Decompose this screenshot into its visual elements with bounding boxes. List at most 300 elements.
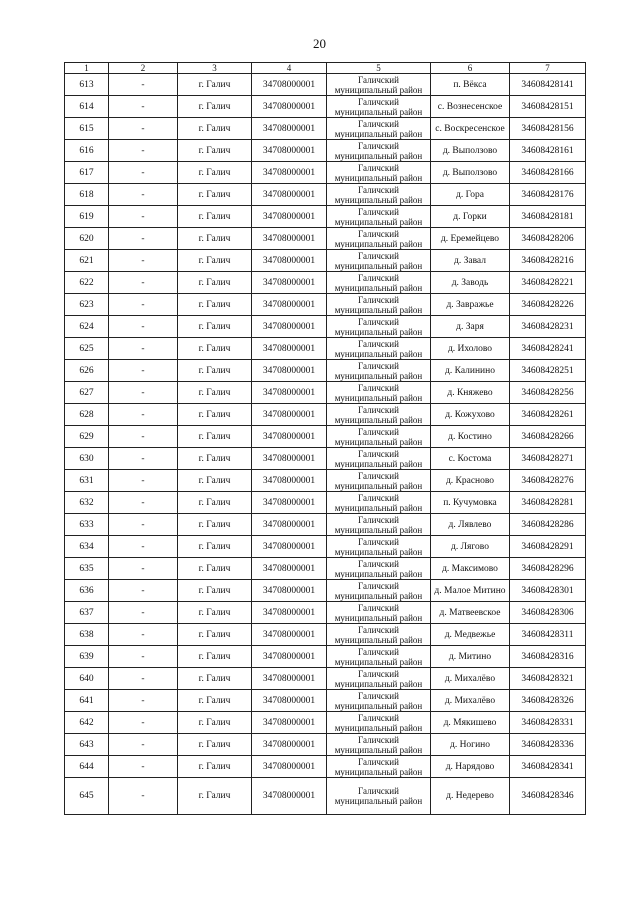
city-cell: г. Галич: [178, 668, 252, 690]
table-row: [65, 96, 586, 118]
code-cell: 34708000001: [252, 668, 327, 690]
code-cell: 34708000001: [252, 382, 327, 404]
oktmo-cell: 34608428221: [510, 272, 586, 294]
code-cell: 34708000001: [252, 74, 327, 96]
district-line-1: Галичский: [358, 624, 399, 635]
code-cell: 34708000001: [252, 162, 327, 184]
city-cell: г. Галич: [178, 778, 252, 815]
district-cell: [327, 514, 431, 536]
settlement-cell: д. Максимово: [431, 558, 510, 580]
city-cell: г. Галич: [178, 338, 252, 360]
dash-cell: -: [109, 734, 178, 756]
city-cell: г. Галич: [178, 602, 252, 624]
district-line-2: муниципальный район: [334, 568, 423, 579]
district-line-1: Галичский: [358, 404, 399, 415]
city-cell: г. Галич: [178, 228, 252, 250]
row-number-cell: 615: [65, 118, 109, 140]
district-line-2: муниципальный район: [334, 260, 423, 271]
oktmo-cell: 34608428296: [510, 558, 586, 580]
code-cell: 34708000001: [252, 96, 327, 118]
table-row: [65, 74, 586, 96]
table-row: [65, 470, 586, 492]
city-cell: г. Галич: [178, 712, 252, 734]
city-cell: г. Галич: [178, 646, 252, 668]
table-row: [65, 778, 586, 815]
district-line-1: Галичский: [358, 558, 399, 569]
column-header-6: 6: [431, 63, 510, 74]
district-cell: [327, 690, 431, 712]
oktmo-cell: 34608428326: [510, 690, 586, 712]
district-cell: [327, 580, 431, 602]
table-row: [65, 558, 586, 580]
district-cell: [327, 756, 431, 778]
oktmo-cell: 34608428301: [510, 580, 586, 602]
district-line-1: Галичский: [358, 734, 399, 745]
oktmo-cell: 34608428336: [510, 734, 586, 756]
oktmo-cell: 34608428331: [510, 712, 586, 734]
district-line-2: муниципальный район: [334, 150, 423, 161]
row-number-cell: 630: [65, 448, 109, 470]
dash-cell: -: [109, 580, 178, 602]
row-number-cell: 613: [65, 74, 109, 96]
table-row: [65, 690, 586, 712]
settlement-cell: д. Гора: [431, 184, 510, 206]
district-line-1: Галичский: [358, 448, 399, 459]
oktmo-cell: 34608428176: [510, 184, 586, 206]
code-cell: 34708000001: [252, 250, 327, 272]
code-cell: 34708000001: [252, 404, 327, 426]
district-line-1: Галичский: [358, 786, 399, 796]
city-cell: г. Галич: [178, 470, 252, 492]
table-row: [65, 514, 586, 536]
oktmo-cell: 34608428161: [510, 140, 586, 162]
district-line-2: муниципальный район: [334, 392, 423, 403]
district-line-2: муниципальный район: [334, 238, 423, 249]
district-cell: [327, 74, 431, 96]
code-cell: 34708000001: [252, 558, 327, 580]
city-cell: г. Галич: [178, 74, 252, 96]
table-row: [65, 228, 586, 250]
code-cell: 34708000001: [252, 294, 327, 316]
dash-cell: -: [109, 756, 178, 778]
dash-cell: -: [109, 206, 178, 228]
district-line-2: муниципальный район: [334, 304, 423, 315]
code-cell: 34708000001: [252, 734, 327, 756]
dash-cell: -: [109, 448, 178, 470]
settlement-cell: д. Завал: [431, 250, 510, 272]
table-row: [65, 206, 586, 228]
settlement-cell: с. Вознесенское: [431, 96, 510, 118]
district-line-2: муниципальный район: [334, 656, 423, 667]
city-cell: г. Галич: [178, 404, 252, 426]
district-line-1: Галичский: [358, 184, 399, 195]
settlement-cell: д. Матвеевское: [431, 602, 510, 624]
district-line-1: Галичский: [358, 96, 399, 107]
district-cell: [327, 250, 431, 272]
dash-cell: -: [109, 602, 178, 624]
district-cell: [327, 316, 431, 338]
table-row: [65, 580, 586, 602]
settlement-cell: п. Вёкса: [431, 74, 510, 96]
code-cell: 34708000001: [252, 646, 327, 668]
row-number-cell: 644: [65, 756, 109, 778]
header-row: [65, 63, 586, 74]
dash-cell: -: [109, 778, 178, 815]
code-cell: 34708000001: [252, 470, 327, 492]
row-number-cell: 634: [65, 536, 109, 558]
settlement-cell: д. Нарядово: [431, 756, 510, 778]
oktmo-cell: 34608428251: [510, 360, 586, 382]
settlement-cell: д. Кожухово: [431, 404, 510, 426]
district-line-2: муниципальный район: [334, 84, 423, 95]
settlement-cell: д. Завражье: [431, 294, 510, 316]
row-number-cell: 640: [65, 668, 109, 690]
district-cell: [327, 426, 431, 448]
settlement-cell: д. Недерево: [431, 778, 510, 815]
dash-cell: -: [109, 250, 178, 272]
row-number-cell: 626: [65, 360, 109, 382]
district-line-2: муниципальный район: [334, 480, 423, 491]
settlement-cell: д. Малое Митино: [431, 580, 510, 602]
district-line-1: Галичский: [358, 514, 399, 525]
code-cell: 34708000001: [252, 756, 327, 778]
table-row: [65, 294, 586, 316]
district-line-2: муниципальный район: [334, 128, 423, 139]
code-cell: 34708000001: [252, 426, 327, 448]
settlement-cell: д. Заводь: [431, 272, 510, 294]
oktmo-cell: 34608428291: [510, 536, 586, 558]
district-line-2: муниципальный район: [334, 722, 423, 733]
district-line-1: Галичский: [358, 228, 399, 239]
table-row: [65, 250, 586, 272]
district-line-2: муниципальный район: [334, 370, 423, 381]
district-cell: [327, 206, 431, 228]
code-cell: 34708000001: [252, 690, 327, 712]
city-cell: г. Галич: [178, 206, 252, 228]
district-line-1: Галичский: [358, 470, 399, 481]
district-line-2: муниципальный район: [334, 106, 423, 117]
code-cell: 34708000001: [252, 184, 327, 206]
district-line-1: Галичский: [358, 140, 399, 151]
row-number-cell: 618: [65, 184, 109, 206]
settlement-cell: д. Медвежье: [431, 624, 510, 646]
row-number-cell: 635: [65, 558, 109, 580]
district-line-1: Галичский: [358, 74, 399, 85]
district-cell: [327, 360, 431, 382]
row-number-cell: 621: [65, 250, 109, 272]
district-cell: [327, 382, 431, 404]
code-cell: 34708000001: [252, 338, 327, 360]
district-cell: [327, 668, 431, 690]
district-line-1: Галичский: [358, 426, 399, 437]
district-line-2: муниципальный район: [334, 282, 423, 293]
oktmo-cell: 34608428311: [510, 624, 586, 646]
dash-cell: -: [109, 272, 178, 294]
settlement-cell: д. Мякишево: [431, 712, 510, 734]
code-cell: 34708000001: [252, 272, 327, 294]
settlement-cell: д. Горки: [431, 206, 510, 228]
oktmo-cell: 34608428141: [510, 74, 586, 96]
row-number-cell: 622: [65, 272, 109, 294]
district-cell: [327, 492, 431, 514]
dash-cell: -: [109, 690, 178, 712]
city-cell: г. Галич: [178, 448, 252, 470]
district-line-2: муниципальный район: [334, 590, 423, 601]
table-row: [65, 448, 586, 470]
dash-cell: -: [109, 426, 178, 448]
city-cell: г. Галич: [178, 514, 252, 536]
dash-cell: -: [109, 558, 178, 580]
district-cell: [327, 646, 431, 668]
table-row: [65, 624, 586, 646]
code-cell: 34708000001: [252, 624, 327, 646]
column-header-1: 1: [65, 63, 109, 74]
district-line-1: Галичский: [358, 712, 399, 723]
district-line-1: Галичский: [358, 316, 399, 327]
dash-cell: -: [109, 338, 178, 360]
oktmo-cell: 34608428181: [510, 206, 586, 228]
district-cell: [327, 712, 431, 734]
district-line-1: Галичский: [358, 360, 399, 371]
district-line-1: Галичский: [358, 756, 399, 767]
district-line-2: муниципальный район: [334, 612, 423, 623]
table-row: [65, 118, 586, 140]
district-cell: [327, 536, 431, 558]
district-line-1: Галичский: [358, 206, 399, 217]
table-row: [65, 492, 586, 514]
city-cell: г. Галич: [178, 250, 252, 272]
oktmo-cell: 34608428256: [510, 382, 586, 404]
row-number-cell: 633: [65, 514, 109, 536]
dash-cell: -: [109, 624, 178, 646]
district-line-2: муниципальный район: [334, 766, 423, 777]
dash-cell: -: [109, 470, 178, 492]
city-cell: г. Галич: [178, 558, 252, 580]
city-cell: г. Галич: [178, 162, 252, 184]
code-cell: 34708000001: [252, 580, 327, 602]
district-line-2: муниципальный район: [334, 348, 423, 359]
oktmo-cell: 34608428241: [510, 338, 586, 360]
district-cell: [327, 184, 431, 206]
table-row: [65, 140, 586, 162]
code-cell: 34708000001: [252, 118, 327, 140]
settlement-cell: д. Лягово: [431, 536, 510, 558]
dash-cell: -: [109, 118, 178, 140]
district-cell: [327, 778, 431, 815]
city-cell: г. Галич: [178, 272, 252, 294]
oktmo-cell: 34608428216: [510, 250, 586, 272]
row-number-cell: 624: [65, 316, 109, 338]
district-line-2: муниципальный район: [334, 458, 423, 469]
city-cell: г. Галич: [178, 96, 252, 118]
row-number-cell: 637: [65, 602, 109, 624]
table-row: [65, 404, 586, 426]
row-number-cell: 643: [65, 734, 109, 756]
city-cell: г. Галич: [178, 382, 252, 404]
oktmo-cell: 34608428266: [510, 426, 586, 448]
oktmo-cell: 34608428271: [510, 448, 586, 470]
row-number-cell: 638: [65, 624, 109, 646]
table-row: [65, 426, 586, 448]
settlement-cell: д. Михалёво: [431, 690, 510, 712]
row-number-cell: 619: [65, 206, 109, 228]
row-number-cell: 614: [65, 96, 109, 118]
settlement-cell: с. Костома: [431, 448, 510, 470]
city-cell: г. Галич: [178, 492, 252, 514]
oktmo-cell: 34608428346: [510, 778, 586, 815]
column-header-5: 5: [327, 63, 431, 74]
table-row: [65, 338, 586, 360]
district-line-1: Галичский: [358, 492, 399, 503]
code-cell: 34708000001: [252, 316, 327, 338]
district-line-2: муниципальный район: [334, 796, 423, 806]
district-line-2: муниципальный район: [334, 744, 423, 755]
code-cell: 34708000001: [252, 712, 327, 734]
district-line-2: муниципальный район: [334, 700, 423, 711]
city-cell: г. Галич: [178, 624, 252, 646]
city-cell: г. Галич: [178, 118, 252, 140]
district-cell: [327, 294, 431, 316]
dash-cell: -: [109, 294, 178, 316]
oktmo-cell: 34608428156: [510, 118, 586, 140]
district-line-1: Галичский: [358, 162, 399, 173]
district-line-1: Галичский: [358, 250, 399, 261]
row-number-cell: 639: [65, 646, 109, 668]
table-row: [65, 184, 586, 206]
oktmo-cell: 34608428306: [510, 602, 586, 624]
dash-cell: -: [109, 646, 178, 668]
dash-cell: -: [109, 228, 178, 250]
district-cell: [327, 448, 431, 470]
row-number-cell: 632: [65, 492, 109, 514]
district-line-1: Галичский: [358, 668, 399, 679]
table-row: [65, 272, 586, 294]
row-number-cell: 631: [65, 470, 109, 492]
district-line-2: муниципальный район: [334, 194, 423, 205]
dash-cell: -: [109, 514, 178, 536]
oktmo-cell: 34608428261: [510, 404, 586, 426]
settlement-cell: д. Ногино: [431, 734, 510, 756]
district-line-2: муниципальный район: [334, 436, 423, 447]
dash-cell: -: [109, 404, 178, 426]
city-cell: г. Галич: [178, 360, 252, 382]
district-cell: [327, 624, 431, 646]
city-cell: г. Галич: [178, 756, 252, 778]
page-number: 20: [313, 36, 326, 51]
oktmo-cell: 34608428151: [510, 96, 586, 118]
oktmo-cell: 34608428281: [510, 492, 586, 514]
row-number-cell: 641: [65, 690, 109, 712]
district-cell: [327, 558, 431, 580]
code-cell: 34708000001: [252, 360, 327, 382]
district-line-1: Галичский: [358, 580, 399, 591]
settlement-cell: д. Выползово: [431, 140, 510, 162]
table-row: [65, 382, 586, 404]
district-line-1: Галичский: [358, 690, 399, 701]
code-cell: 34708000001: [252, 140, 327, 162]
district-line-1: Галичский: [358, 338, 399, 349]
oktmo-cell: 34608428226: [510, 294, 586, 316]
settlement-cell: д. Выползово: [431, 162, 510, 184]
district-cell: [327, 404, 431, 426]
district-line-2: муниципальный район: [334, 524, 423, 535]
table-row: [65, 360, 586, 382]
oktmo-cell: 34608428286: [510, 514, 586, 536]
table-row: [65, 602, 586, 624]
district-line-2: муниципальный район: [334, 634, 423, 645]
table-row: [65, 668, 586, 690]
row-number-cell: 628: [65, 404, 109, 426]
district-cell: [327, 118, 431, 140]
settlement-cell: д. Михалёво: [431, 668, 510, 690]
table-row: [65, 316, 586, 338]
district-cell: [327, 734, 431, 756]
district-line-2: муниципальный район: [334, 678, 423, 689]
dash-cell: -: [109, 74, 178, 96]
district-line-1: Галичский: [358, 536, 399, 547]
column-header-7: 7: [510, 63, 586, 74]
settlement-cell: д. Лявлево: [431, 514, 510, 536]
city-cell: г. Галич: [178, 184, 252, 206]
district-line-1: Галичский: [358, 272, 399, 283]
dash-cell: -: [109, 382, 178, 404]
district-cell: [327, 602, 431, 624]
district-cell: [327, 162, 431, 184]
dash-cell: -: [109, 712, 178, 734]
dash-cell: -: [109, 668, 178, 690]
column-header-4: 4: [252, 63, 327, 74]
row-number-cell: 636: [65, 580, 109, 602]
row-number-cell: 617: [65, 162, 109, 184]
table-row: [65, 734, 586, 756]
city-cell: г. Галич: [178, 316, 252, 338]
code-cell: 34708000001: [252, 492, 327, 514]
settlement-cell: д. Еремейцево: [431, 228, 510, 250]
dash-cell: -: [109, 492, 178, 514]
settlement-cell: д. Калинино: [431, 360, 510, 382]
dash-cell: -: [109, 162, 178, 184]
district-line-1: Галичский: [358, 602, 399, 613]
row-number-cell: 616: [65, 140, 109, 162]
row-number-cell: 623: [65, 294, 109, 316]
column-header-2: 2: [109, 63, 178, 74]
settlement-cell: д. Митино: [431, 646, 510, 668]
district-cell: [327, 96, 431, 118]
dash-cell: -: [109, 536, 178, 558]
district-cell: [327, 272, 431, 294]
table-body: [65, 74, 586, 815]
code-cell: 34708000001: [252, 778, 327, 815]
dash-cell: -: [109, 96, 178, 118]
district-cell: [327, 470, 431, 492]
table-row: [65, 756, 586, 778]
city-cell: г. Галич: [178, 690, 252, 712]
row-number-cell: 625: [65, 338, 109, 360]
oktmo-cell: 34608428231: [510, 316, 586, 338]
city-cell: г. Галич: [178, 734, 252, 756]
city-cell: г. Галич: [178, 536, 252, 558]
district-line-1: Галичский: [358, 118, 399, 129]
code-cell: 34708000001: [252, 514, 327, 536]
dash-cell: -: [109, 184, 178, 206]
oktmo-cell: 34608428341: [510, 756, 586, 778]
settlement-cell: п. Кучумовка: [431, 492, 510, 514]
district-line-2: муниципальный район: [334, 216, 423, 227]
table-row: [65, 162, 586, 184]
code-cell: 34708000001: [252, 602, 327, 624]
table-row: [65, 712, 586, 734]
code-cell: 34708000001: [252, 206, 327, 228]
